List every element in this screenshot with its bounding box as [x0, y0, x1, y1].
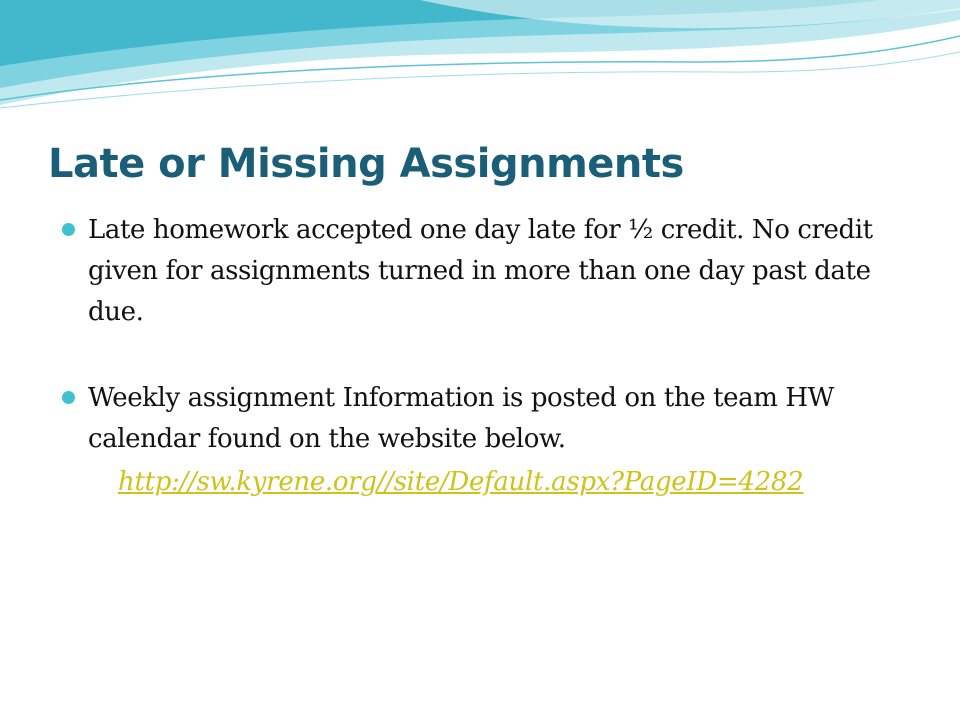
bullet-text: Weekly assignment Information is posted on the team HW calendar found on the website below. [88, 383, 834, 454]
bullet-text: Late homework accepted one day late for ½ credit. No credit given for assignments turned in more than one day past date due. [88, 215, 873, 327]
website-link[interactable]: http://sw.kyrene.org//site/Default.aspx?PageID=4282 [118, 467, 804, 497]
bullet-dot-icon [62, 391, 75, 404]
slide-title: Late or Missing Assignments [48, 141, 684, 187]
bullet-dot-icon [62, 223, 75, 236]
decorative-wave-banner [0, 0, 960, 130]
bullet-late-homework [62, 210, 922, 333]
bullet-weekly-assignment [62, 378, 922, 502]
bullet-list [62, 210, 922, 502]
